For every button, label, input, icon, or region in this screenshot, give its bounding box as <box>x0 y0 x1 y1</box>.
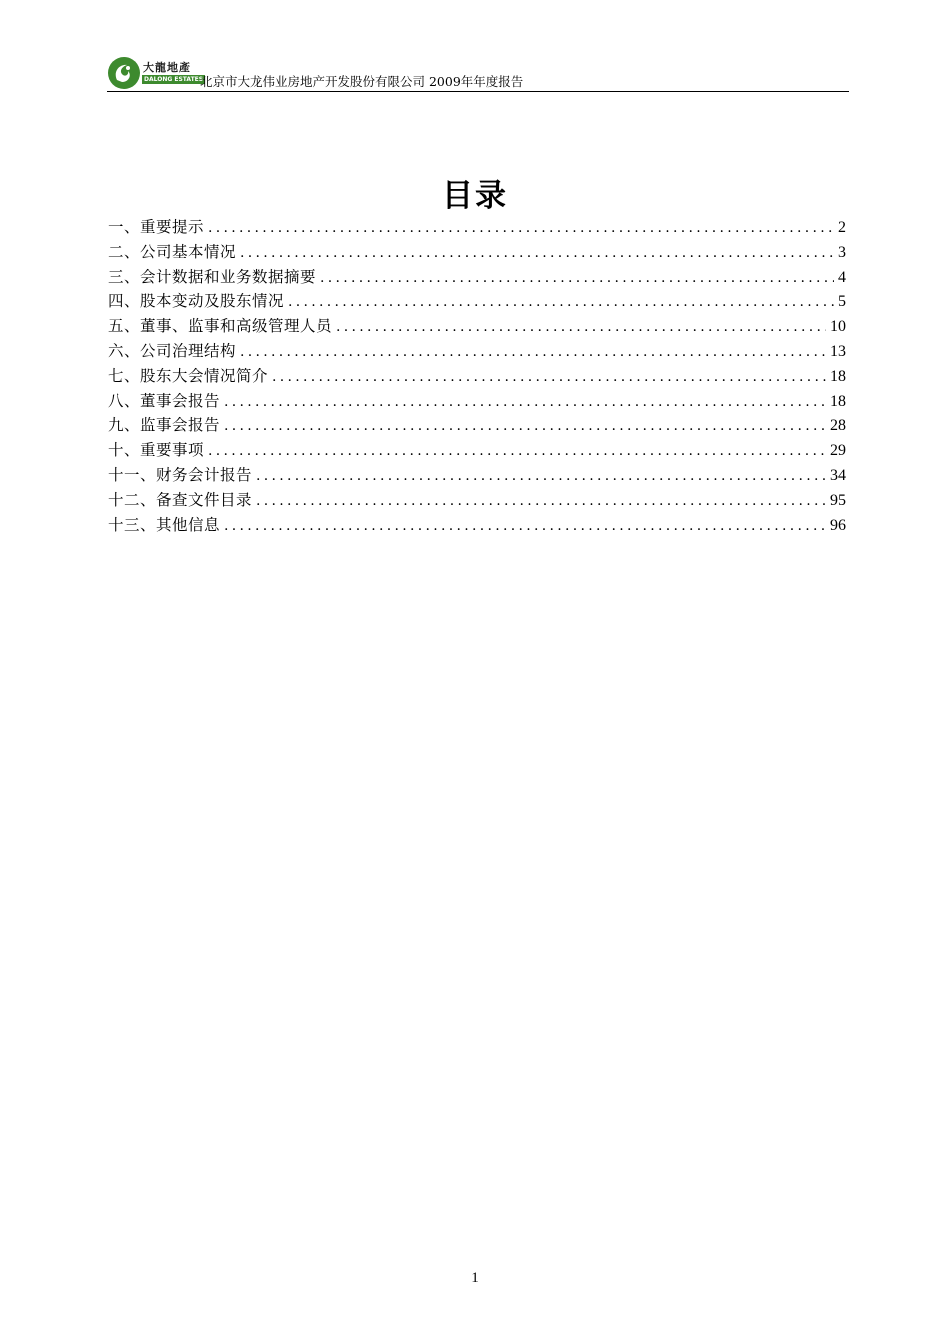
toc-entry[interactable] <box>108 413 846 438</box>
toc-entry-page: 18 <box>830 367 846 385</box>
toc-entry[interactable] <box>108 314 846 339</box>
report-header-title: 北京市大龙伟业房地产开发股份有限公司 2009年年度报告 <box>200 74 524 89</box>
toc-dot-leader <box>320 266 834 291</box>
logo-chinese-text: 大龍地產 <box>143 61 191 74</box>
header-divider <box>107 91 849 92</box>
toc-entry-label: 九、监事会报告 <box>108 416 221 435</box>
toc-entry-page: 5 <box>838 293 846 311</box>
toc-entry[interactable] <box>108 364 846 389</box>
toc-entry-label: 十、重要事项 <box>108 441 205 460</box>
toc-dot-leader <box>256 489 826 514</box>
toc-entry[interactable] <box>108 339 846 364</box>
company-logo <box>107 56 202 90</box>
toc-entry-page: 10 <box>830 318 846 336</box>
toc-dot-leader <box>240 241 834 266</box>
toc-dot-leader <box>208 439 826 464</box>
toc-entry-page: 96 <box>830 516 846 534</box>
toc-title: 目录 <box>442 178 508 214</box>
toc-entry-label: 十二、备查文件目录 <box>108 490 253 509</box>
toc-entry-page: 34 <box>830 466 846 484</box>
toc-entry[interactable] <box>108 513 846 538</box>
toc-entry-label: 七、股东大会情况简介 <box>108 366 269 385</box>
toc-dot-leader <box>288 290 834 315</box>
toc-entry-label: 五、董事、监事和高级管理人员 <box>108 317 333 336</box>
toc-dot-leader <box>208 216 834 241</box>
toc-entry-page: 2 <box>838 219 846 236</box>
toc-entry-page: 13 <box>830 342 846 360</box>
toc-entry-page: 18 <box>830 392 846 410</box>
page-header <box>107 54 849 94</box>
toc-dot-leader <box>224 414 826 439</box>
toc-entry-label: 十三、其他信息 <box>108 515 221 534</box>
toc-entry-label: 八、董事会报告 <box>108 391 221 410</box>
toc-entry-label: 二、公司基本情况 <box>108 242 237 261</box>
toc-entry[interactable] <box>108 438 846 463</box>
toc-entry-page: 4 <box>838 268 846 286</box>
toc-entry[interactable] <box>108 389 846 414</box>
toc-entry-page: 28 <box>830 417 846 435</box>
toc-entry-page: 29 <box>830 442 846 460</box>
toc-entry-label: 六、公司治理结构 <box>108 341 237 360</box>
toc-entry[interactable] <box>108 265 846 290</box>
toc-dot-leader <box>240 340 826 365</box>
toc-entry[interactable] <box>108 215 846 240</box>
toc-entry-label: 三、会计数据和业务数据摘要 <box>108 267 317 286</box>
table-of-contents <box>108 215 846 537</box>
toc-entry-label: 一、重要提示 <box>108 218 205 236</box>
toc-dot-leader <box>336 315 826 340</box>
page-number: 1 <box>471 1270 479 1286</box>
toc-entry-label: 四、股本变动及股东情况 <box>108 292 285 311</box>
dragon-logo-icon <box>107 56 141 90</box>
logo-english-text: DALONG ESTATES <box>144 76 204 83</box>
toc-entry[interactable] <box>108 289 846 314</box>
toc-dot-leader <box>272 365 826 390</box>
toc-entry-page: 3 <box>838 243 846 261</box>
toc-dot-leader <box>224 514 826 539</box>
toc-entry[interactable] <box>108 463 846 488</box>
toc-dot-leader <box>256 464 826 489</box>
toc-entry-page: 95 <box>830 491 846 509</box>
toc-entry[interactable] <box>108 240 846 265</box>
toc-entry-label: 十一、财务会计报告 <box>108 465 253 484</box>
toc-entry[interactable] <box>108 488 846 513</box>
toc-dot-leader <box>224 390 826 415</box>
